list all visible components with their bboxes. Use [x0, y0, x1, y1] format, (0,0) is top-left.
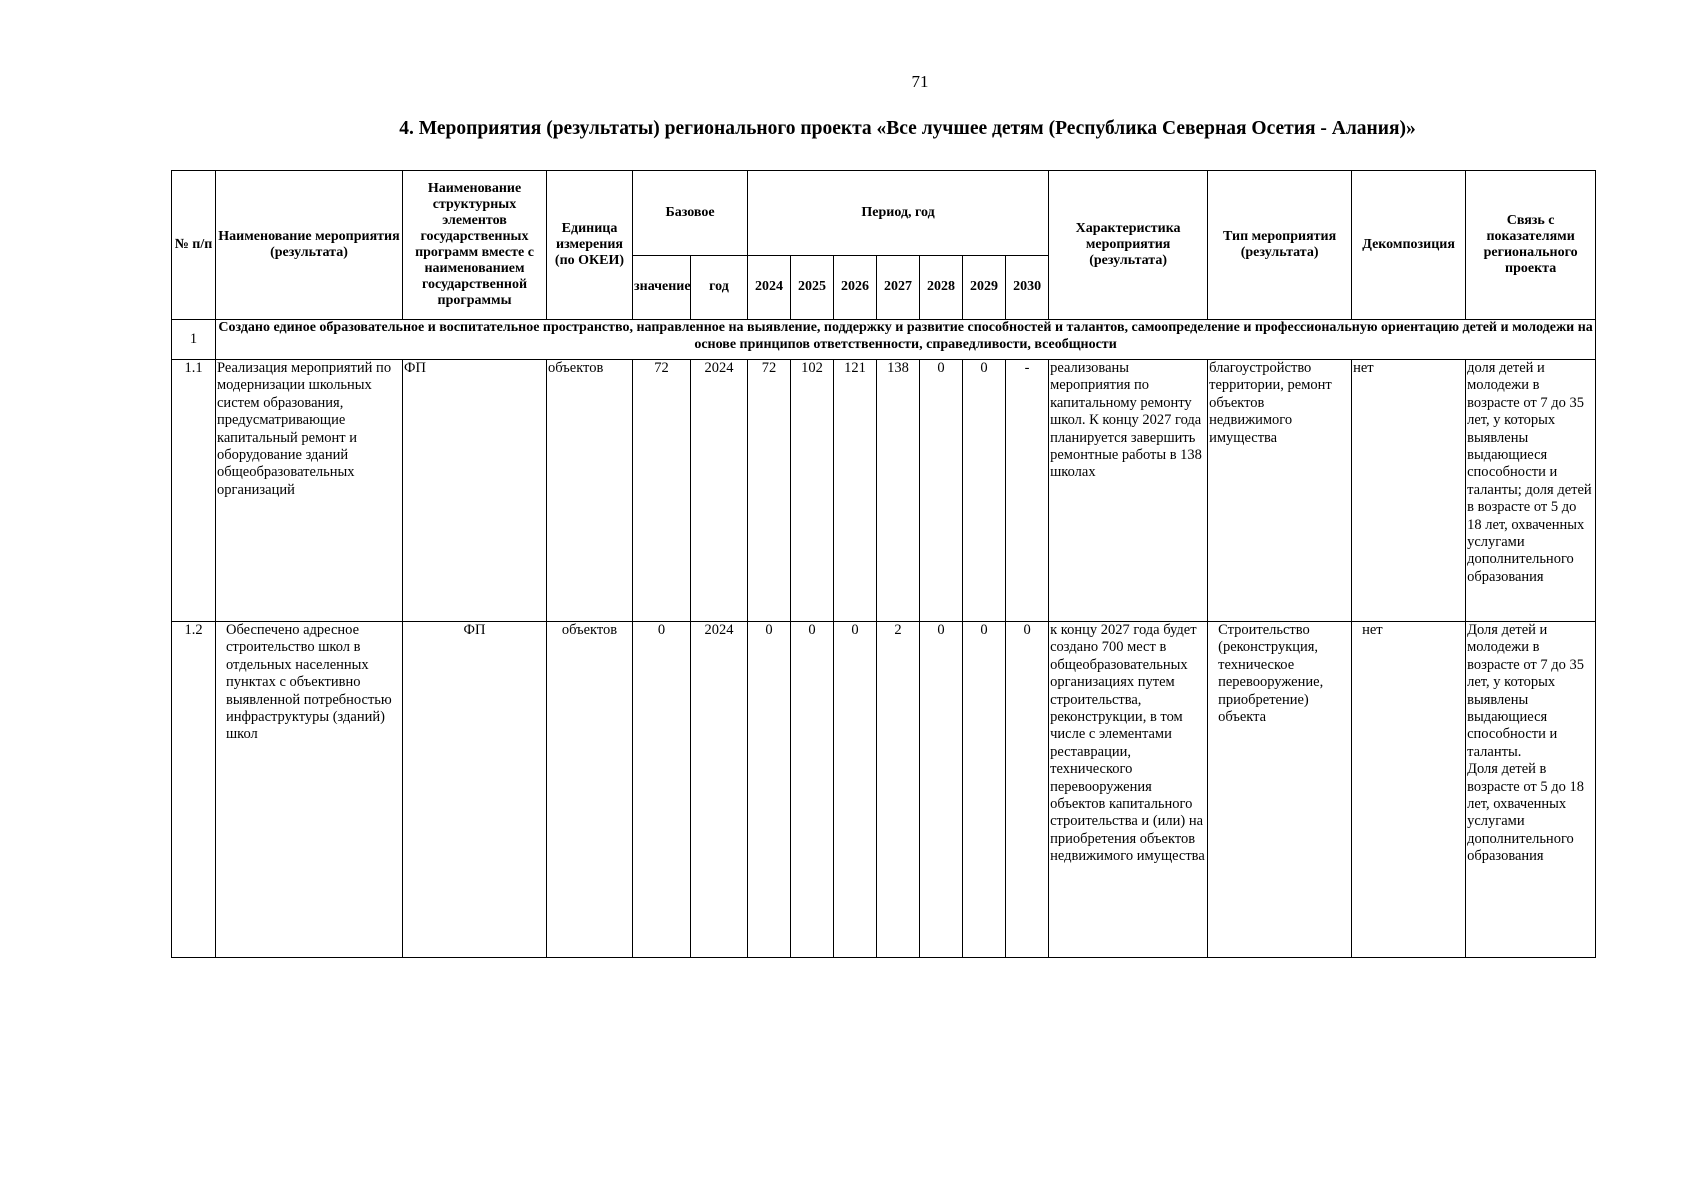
header-base: Базовое: [633, 171, 748, 256]
section-num: 1: [172, 320, 216, 360]
row-link: доля детей и молодежи в возрасте от 7 до 35 лет, у которых выявлены выдающиеся способности и таланты; доля детей в возрасте от 5 до 18 лет, охваченных услугами дополнительного образования: [1466, 360, 1596, 622]
row-decomposition: нет: [1352, 360, 1466, 622]
row-value-2029: 0: [963, 360, 1006, 622]
events-table: [171, 170, 1596, 958]
table-row: [172, 360, 1596, 622]
row-value-2027: 2: [877, 622, 920, 958]
header-unit: Единица измерения (по ОКЕИ): [547, 171, 633, 320]
header-type: Тип мероприятия (результата): [1208, 171, 1352, 320]
row-characteristic: реализованы мероприятия по капитальному ремонту школ. К концу 2027 года планируется завершить ремонтные работы в 138 школах: [1049, 360, 1208, 622]
section-text: Создано единое образовательное и воспитательное пространство, направленное на выявление, поддержку и развитие способностей и талантов, самоопределение и профессиональную ориентацию детей и молодежи на основе принципов ответственности, справедливости, всеобщности: [216, 320, 1596, 360]
header-characteristic: Характеристика мероприятия (результата): [1049, 171, 1208, 320]
header-year-2027: 2027: [877, 256, 920, 320]
row-base-value: 72: [633, 360, 691, 622]
header-num: № п/п: [172, 171, 216, 320]
header-link: Связь с показателями регионального проекта: [1466, 171, 1596, 320]
header-base-value: значение: [633, 256, 691, 320]
row-unit: объектов: [547, 360, 633, 622]
header-year-2025: 2025: [791, 256, 834, 320]
row-value-2029: 0: [963, 622, 1006, 958]
row-link: [1466, 622, 1596, 958]
header-year-2024: 2024: [748, 256, 791, 320]
row-link-part: Доля детей в возрасте от 5 до 18 лет, охваченных услугами дополнительного образования: [1467, 761, 1585, 865]
row-value-2026: 121: [834, 360, 877, 622]
row-value-2028: 0: [920, 360, 963, 622]
row-struct: ФП: [403, 360, 547, 622]
row-value-2025: 102: [791, 360, 834, 622]
row-num: 1.1: [172, 360, 216, 622]
row-value-2030: -: [1006, 360, 1049, 622]
row-struct: ФП: [403, 622, 547, 958]
header-decomposition: Декомпозиция: [1352, 171, 1466, 320]
row-base-value: 0: [633, 622, 691, 958]
row-name: Реализация мероприятий по модернизации школьных систем образования, предусматривающие капитальный ремонт и оборудование зданий общеобразовательных организаций: [216, 360, 403, 622]
row-num: 1.2: [172, 622, 216, 958]
row-value-2028: 0: [920, 622, 963, 958]
row-value-2030: 0: [1006, 622, 1049, 958]
row-base-year: 2024: [691, 360, 748, 622]
header-name: Наименование мероприятия (результата): [216, 171, 403, 320]
header-year-2026: 2026: [834, 256, 877, 320]
header-year-2029: 2029: [963, 256, 1006, 320]
table-row: [172, 622, 1596, 958]
row-value-2024: 72: [748, 360, 791, 622]
row-base-year: 2024: [691, 622, 748, 958]
header-base-year: год: [691, 256, 748, 320]
row-value-2027: 138: [877, 360, 920, 622]
document-title: 4. Мероприятия (результаты) регионального проекта «Все лучшее детям (Республика Северная Осетия - Алания)»: [399, 118, 1416, 139]
row-value-2026: 0: [834, 622, 877, 958]
header-year-2028: 2028: [920, 256, 963, 320]
page-number: 71: [911, 72, 929, 91]
header-year-2030: 2030: [1006, 256, 1049, 320]
row-name: Обеспечено адресное строительство школ в отдельных населенных пунктах с объективно выявленной потребностью инфраструктуры (зданий) школ: [216, 622, 403, 958]
row-type: Строительство (реконструкция, техническое перевооружение, приобретение) объекта: [1208, 622, 1352, 958]
row-decomposition: нет: [1352, 622, 1466, 958]
row-value-2025: 0: [791, 622, 834, 958]
row-characteristic: к концу 2027 года будет создано 700 мест в общеобразовательных организациях путем строительства, реконструкции, в том числе с элементами реставрации, технического перевооружения объектов капитального строительства и (или) на приобретения объектов недвижимого имущества: [1049, 622, 1208, 958]
header-structural-elements: Наименование структурных элементов государственных программ вместе с наименованием государственной программы: [403, 171, 547, 320]
row-type: благоустройство территории, ремонт объектов недвижимого имущества: [1208, 360, 1352, 622]
row-unit: объектов: [547, 622, 633, 958]
section-row: [172, 320, 1596, 360]
header-period: Период, год: [748, 171, 1049, 256]
row-value-2024: 0: [748, 622, 791, 958]
row-link-part: Доля детей и молодежи в возрасте от 7 до 35 лет, у которых выявлены выдающиеся способности и таланты.: [1467, 622, 1585, 760]
